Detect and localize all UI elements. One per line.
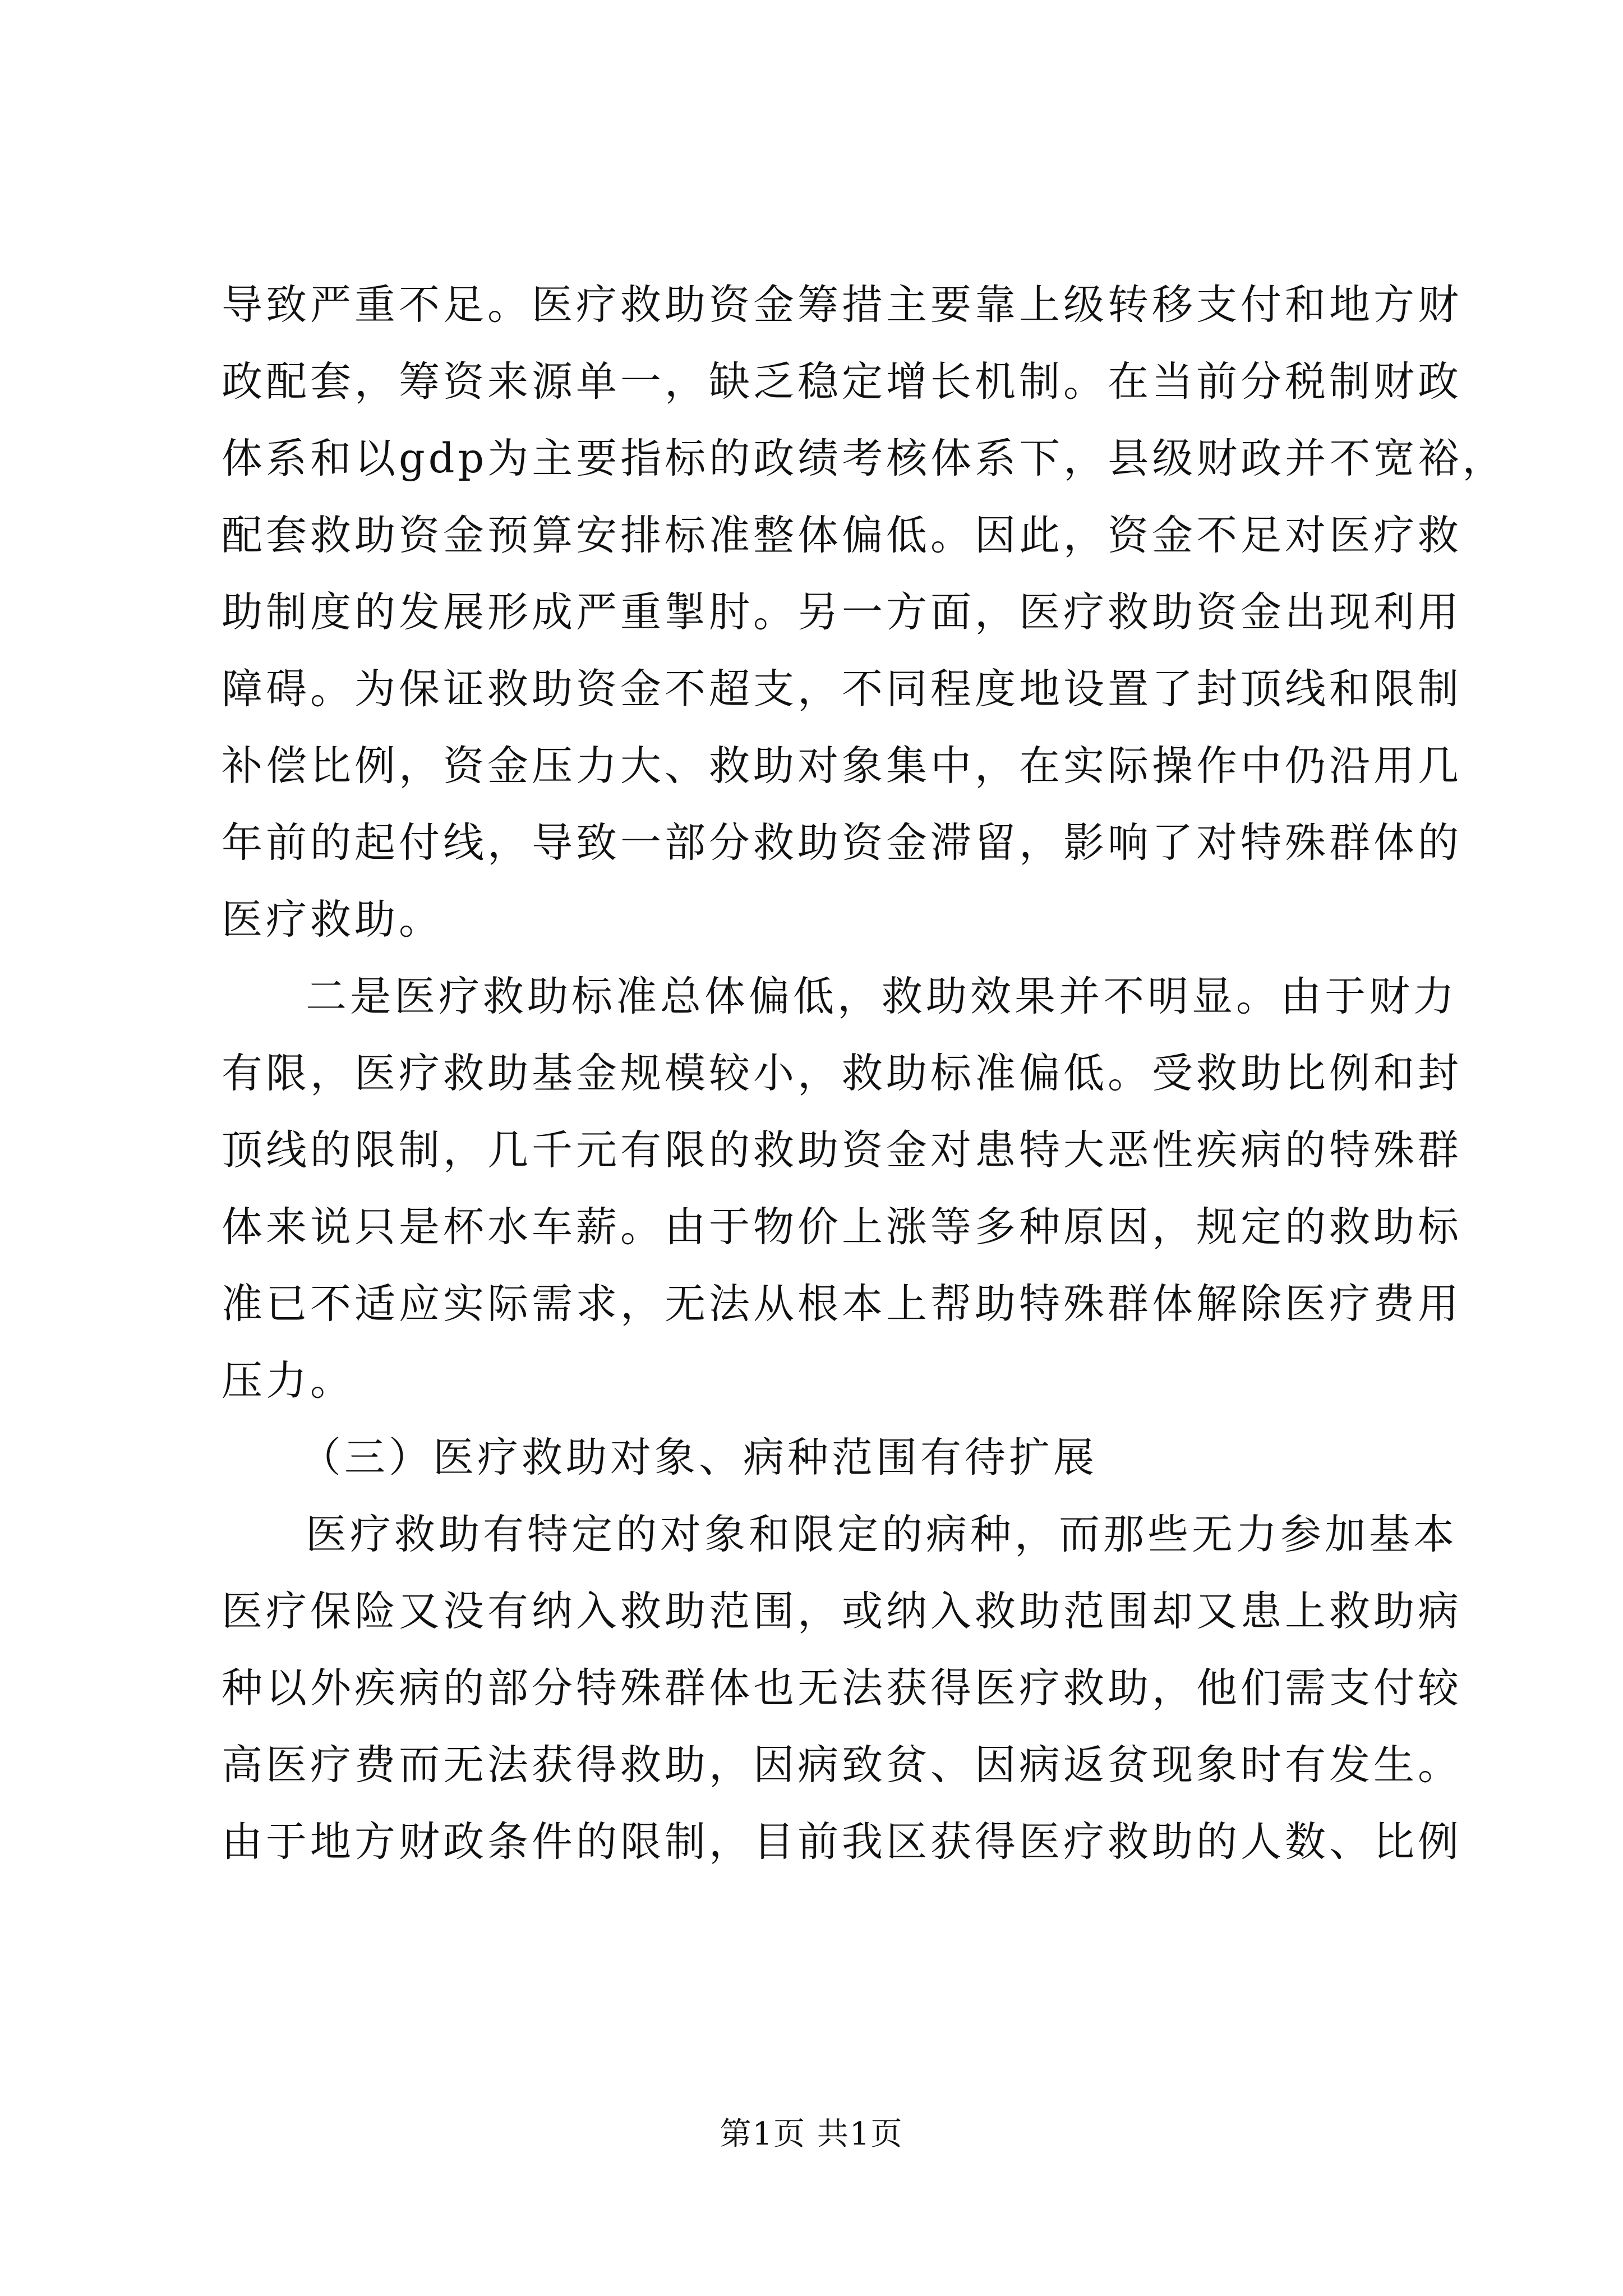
text-line: 由于地方财政条件的限制，目前我区获得医疗救助的人数、比例 xyxy=(222,1818,1462,1866)
text-line: 导致严重不足。医疗救助资金筹措主要靠上级转移支付和地方财 xyxy=(222,281,1462,329)
text-line: 体来说只是杯水车薪。由于物价上涨等多种原因，规定的救助标 xyxy=(222,1203,1462,1251)
text-line: 顶线的限制，几千元有限的救助资金对患特大恶性疾病的特殊群 xyxy=(222,1126,1462,1174)
section-heading: （三）医疗救助对象、病种范围有待扩展 xyxy=(300,1434,1098,1481)
text-line: 体系和以gdp为主要指标的政绩考核体系下，县级财政并不宽裕， xyxy=(222,435,1507,482)
text-line: 高医疗费而无法获得救助，因病致贫、因病返贫现象时有发生。 xyxy=(222,1741,1462,1789)
text-line: 配套救助资金预算安排标准整体偏低。因此，资金不足对医疗救 xyxy=(222,512,1462,559)
text-line: 有限，医疗救助基金规模较小，救助标准偏低。受救助比例和封 xyxy=(222,1050,1462,1097)
text-line: 医疗救助有特定的对象和限定的病种，而那些无力参加基本 xyxy=(306,1511,1458,1558)
text-line: 医疗保险又没有纳入救助范围，或纳入救助范围却又患上救助病 xyxy=(222,1588,1462,1635)
text-line: 医疗救助。 xyxy=(222,896,443,944)
text-line: 障碍。为保证救助资金不超支，不同程度地设置了封顶线和限制 xyxy=(222,665,1462,713)
text-line: 助制度的发展形成严重掣肘。另一方面，医疗救助资金出现利用 xyxy=(222,588,1462,636)
text-line: 压力。 xyxy=(222,1357,354,1405)
document-body xyxy=(222,266,1507,1880)
text-line: 种以外疾病的部分特殊群体也无法获得医疗救助，他们需支付较 xyxy=(222,1664,1462,1712)
text-line: 政配套，筹资来源单一，缺乏稳定增长机制。在当前分税制财政 xyxy=(222,358,1462,406)
text-line: 补偿比例，资金压力大、救助对象集中，在实际操作中仍沿用几 xyxy=(222,742,1462,790)
text-line: 年前的起付线，导致一部分救助资金滞留，影响了对特殊群体的 xyxy=(222,819,1462,867)
text-line: 二是医疗救助标准总体偏低，救助效果并不明显。由于财力 xyxy=(306,973,1458,1020)
page-footer: 第1页 共1页 xyxy=(720,2116,903,2152)
text-line: 准已不适应实际需求，无法从根本上帮助特殊群体解除医疗费用 xyxy=(222,1280,1462,1328)
